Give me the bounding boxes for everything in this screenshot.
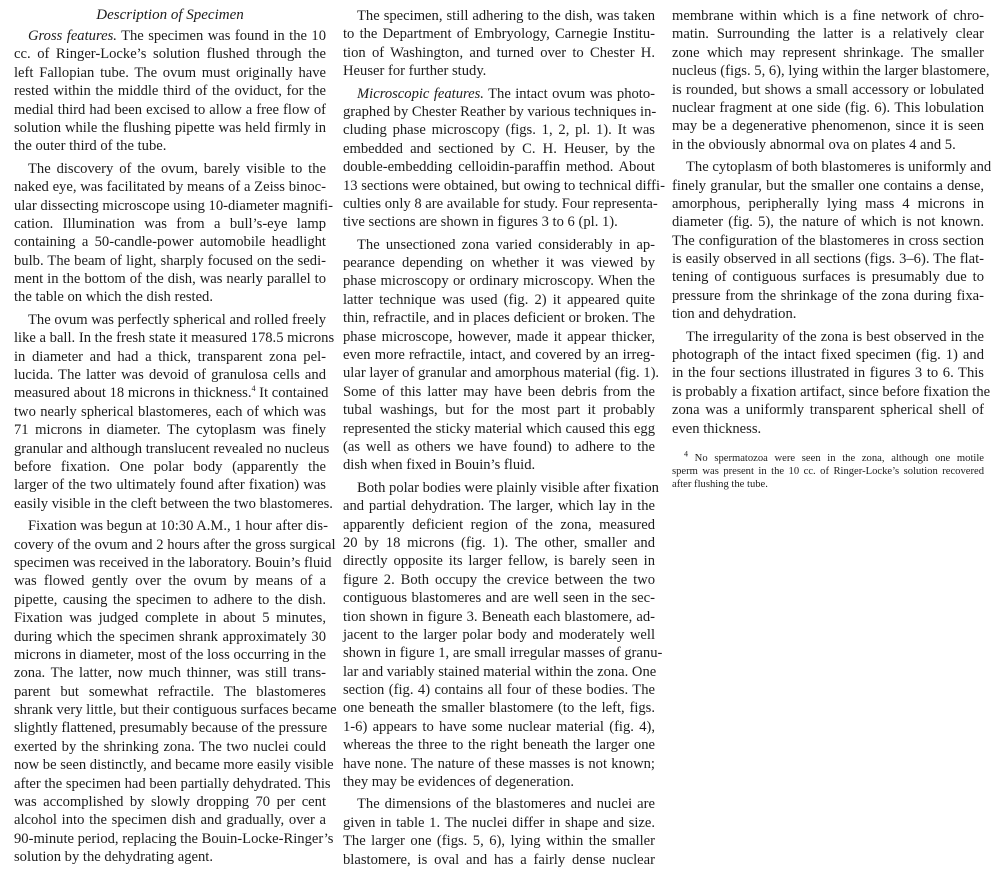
text-line: after the specimen had been partially dehydrated. This: [14, 775, 331, 792]
text-line: zona. The latter, now much thinner, was still trans-: [14, 665, 326, 682]
text-line: Fixation was begun at 10:30 A.M., 1 hour after dis-: [28, 518, 328, 535]
text-line: microns in diameter, most of the loss occurring in the: [14, 646, 326, 663]
text-line: was accomplished by slowly dropping 70 per cent: [14, 794, 326, 811]
text-line: slightly flattened, presumably because of the pressure: [14, 720, 328, 737]
text-line: lucida. The latter was devoid of granulosa cells and: [14, 367, 326, 384]
text-line: 90-minute period, replacing the Bouin-Locke-Ringer’s: [14, 830, 334, 847]
text-line: nuclear fragment at one side (fig. 6). This lobulation: [672, 99, 984, 116]
text-line: in diameter and had a thick, transparent zona pel-: [14, 348, 326, 365]
text-line: tion and dehydration.: [672, 306, 797, 323]
text-line: cation. Illumination was from a bull’s-eye lamp: [14, 215, 326, 232]
text-line: represented the sticky material which caused this egg: [343, 420, 655, 437]
text-line: pipette, causing the specimen to adhere to the dish.: [14, 591, 326, 608]
column-1: [14, 0, 337, 867]
text-line: specimen was received in the laboratory. Bouin’s fluid: [14, 554, 332, 571]
text-line: dish when fixed in Bouin’s fluid.: [343, 457, 536, 474]
paragraph-gross-features: [14, 27, 326, 156]
paragraph-unsectioned-zona: [343, 236, 660, 475]
text-line: directly opposite its larger fellow, is barely seen in: [343, 553, 655, 570]
text-line: jacent to the larger polar body and moderately well: [343, 626, 655, 643]
text-line: in the four sections illustrated in figures 3 to 6. This: [672, 365, 984, 382]
text-line: The unsectioned zona varied considerably in ap-: [357, 236, 655, 253]
text-line: whereas the three to the right beneath the larger one: [343, 737, 655, 754]
text-line: The configuration of the blastomeres in cross section: [672, 232, 984, 249]
paragraph-cytoplasm: [672, 158, 992, 324]
text-line: 71 microns in diameter. The cytoplasm was finely: [14, 422, 326, 439]
text-line: covery of the ovum and 2 hours after the gross surgical: [14, 536, 336, 553]
text-line: tive sections are shown in figures 3 to 6 (pl. 1).: [343, 214, 618, 231]
footnote-marker: 4: [684, 449, 688, 459]
text-line: apparently deficient region of the zona, measured: [343, 516, 655, 533]
text-line: the outer third of the tube.: [14, 138, 167, 155]
text-line: even more refractile, intact, and covered by an irreg-: [343, 347, 655, 364]
text-line: pearance depending on whether it was viewed by: [343, 255, 655, 272]
text-line: is easily observed in all sections (figs. 3–6). The flat-: [672, 251, 984, 268]
text-line: cc. of Ringer-Locke’s solution flushed through the: [14, 46, 326, 63]
text-line: thin, refractile, and in places deficient or broken. The: [343, 310, 655, 327]
text-line: figure 2. Both occupy the crevice between the two: [343, 571, 655, 588]
text-line: contiguous blastomeres and are well seen in the sec-: [343, 590, 655, 607]
paragraph-microscopic-features: [343, 85, 665, 232]
text-line: Both polar bodies were plainly visible after fixation: [357, 479, 659, 496]
text-line: membrane within which is a fine network of chro-: [672, 8, 984, 24]
text-line: ular dissecting microscope using 10-diameter magnifi-: [14, 197, 333, 214]
paragraph-ovum-measurements: [14, 311, 335, 513]
footnote-line: $^4$ No spermatozoa were seen in the zona, although one motile: [684, 449, 984, 464]
text-line: phase microscopy or ordinary microscopy. When the: [343, 273, 655, 290]
text-line: shrank very little, but their contiguous surfaces became: [14, 702, 337, 719]
text-line: The discovery of the ovum, barely visible to the: [28, 160, 326, 177]
text-line: rested within the middle third of the oviduct, for the: [14, 83, 326, 100]
text-line: have none. The nature of these masses is not known;: [343, 755, 655, 772]
text-line: alcohol into the specimen dish and gradually, over a: [14, 812, 326, 829]
text-line: now be seen distinctly, and became more easily visible: [14, 757, 334, 774]
text-line: phase microscope, however, made it appear thicker,: [343, 328, 655, 345]
text-line: 1-6) appears to have some nuclear material (fig. 4),: [343, 718, 655, 735]
paragraph-discovery: [14, 160, 333, 307]
text-line: The larger one (figs. 5, 6), lying within the smaller: [343, 833, 655, 850]
text-line: The dimensions of the blastomeres and nuclei are: [357, 796, 655, 813]
text-line: they may be evidences of degeneration.: [343, 774, 574, 791]
footnote-reference[interactable]: 4: [251, 384, 256, 394]
text-line: left Fallopian tube. The ovum must originally have: [14, 64, 326, 81]
text-line: and partial dehydration. The larger, which lay in the: [343, 498, 655, 515]
text-line: ment in the bottom of the dish, was nearly parallel to: [14, 271, 326, 288]
text-line: granular and although translucent revealed no nucleus: [14, 440, 330, 457]
text-line: in the obviously abnormal ova on plates 4 and 5.: [672, 136, 956, 153]
text-line: during which the specimen shrank approximately 30: [14, 628, 326, 645]
text-line: parent but somewhat refractile. The blastomeres: [14, 683, 326, 700]
column-2: [343, 0, 665, 869]
text-line: the table on which the dish rested.: [14, 289, 213, 306]
text-line: tion shown in figure 3. Beneath each blastomere, ad-: [343, 608, 655, 625]
run-in-heading-gross-features: Gross features.: [28, 28, 117, 44]
text-line: is rounded, but shows a small accessory or lobulated: [672, 81, 984, 98]
text-line: shown in figure 1, are small irregular masses of granu-: [343, 645, 663, 662]
paragraph-dimensions: [343, 795, 655, 869]
text-line: one beneath the smaller blastomere (to the left, figs.: [343, 700, 655, 717]
footnote: [672, 449, 984, 491]
text-line: The irregularity of the zona is best observed in the: [686, 328, 984, 345]
text-line: The ovum was perfectly spherical and rolled freely: [28, 311, 326, 328]
text-line: 20 by 18 microns (fig. 1). The other, smaller and: [343, 534, 655, 551]
text-line: 13 sections were obtained, but owing to technical diffi-: [343, 177, 665, 194]
text-line: two nearly spherical blastomeres, each of which was: [14, 403, 326, 420]
text-line: zona was a uniformly transparent spherical shell of: [672, 402, 984, 419]
text-line: nucleus (figs. 5, 6), lying within the larger blastomere,: [672, 63, 990, 80]
text-line: tion of Washington, and turned over to Chester H.: [343, 44, 655, 61]
text-line: matin. Surrounding the latter is a relatively clear: [672, 26, 984, 43]
text-line: bulb. The beam of light, sharply focused on the sedi-: [14, 252, 326, 269]
text-line: The cytoplasm of both blastomeres is uniformly and: [686, 159, 992, 176]
text-line: Microscopic features. The intact ovum was photo-: [357, 85, 655, 102]
text-line: is probably a fixation artifact, since before fixation the: [672, 383, 991, 400]
text-line: latter technique was used (fig. 2) it appeared quite: [343, 291, 655, 308]
text-line: solution by the dehydrating agent.: [14, 849, 214, 866]
text-line: larger of the two ultimately found after fixation) was: [14, 477, 326, 494]
text-line: culties only 8 are available for study. Four representa-: [343, 195, 658, 212]
text-line: lar and variably stained material within the zona. One: [343, 663, 657, 680]
text-line: to the Department of Embryology, Carnegie Institu-: [343, 26, 655, 43]
column-3: [672, 0, 992, 491]
run-in-heading-microscopic-features: Microscopic features.: [357, 85, 484, 102]
text-line: measured about 18 microns in thickness.$^4$ It contained: [14, 384, 329, 402]
text-line: double-embedding celloidin-paraffin method. About: [343, 159, 655, 176]
paragraph-nuclei-continued: [672, 7, 990, 154]
text-line: diameter (fig. 5), the nature of which is not known.: [672, 214, 984, 231]
section-heading: Description of Specimen: [96, 7, 244, 23]
text-line: The specimen, still adhering to the dish, was taken: [357, 8, 655, 24]
text-line: (as well as others we have found) to adhere to the: [343, 438, 655, 455]
text-line: Fixation was judged complete in about 5 minutes,: [14, 610, 326, 627]
paragraph-polar-bodies: [343, 479, 663, 792]
text-line: Gross features. The specimen was found in the 10: [28, 28, 327, 44]
text-line: exerted by the shrinking zona. The two nuclei could: [14, 738, 326, 755]
paragraph-specimen-transfer: [343, 7, 655, 81]
text-line: graphed by Chester Reather by various techniques in-: [343, 103, 657, 120]
text-line: given in table 1. The nuclei differ in shape and size.: [343, 814, 655, 831]
text-line: blastomere, is oval and has a fairly dense nuclear: [343, 851, 655, 868]
text-line: easily visible in the cleft between the two blastomeres.: [14, 495, 333, 512]
text-line: Heuser for further study.: [343, 63, 487, 80]
text-line: tening of contiguous surfaces is presumably due to: [672, 269, 984, 286]
text-line: finely granular, but the smaller one contains a dense,: [672, 177, 984, 194]
text-line: solution while the flushing pipette was held firmly in: [14, 119, 326, 136]
text-line: cluding phase microscopy (figs. 1, 2, pl. 1). It was: [343, 122, 655, 139]
paragraph-zona-irregularity: [672, 328, 991, 438]
text-line: even thickness.: [672, 420, 762, 437]
text-line: naked eye, was facilitated by means of a Zeiss binoc-: [14, 179, 326, 196]
text-line: embedded and sectioned by C. H. Heuser, by the: [343, 140, 655, 157]
text-line: may be a degenerative phenomenon, since it is seen: [672, 118, 984, 135]
paragraph-fixation: [14, 517, 337, 866]
text-line: ular layer of granular and amorphous material (fig. 1).: [343, 365, 660, 382]
text-line: medial third had been excised to allow a free flow of: [14, 101, 326, 118]
text-line: section (fig. 4) contains all four of these bodies. The: [343, 682, 655, 699]
text-line: Some of this latter may have been debris from the: [343, 383, 655, 400]
text-line: zone which may represent shrinkage. The smaller: [672, 44, 984, 61]
footnote-line: after flushing the tube.: [672, 478, 768, 490]
text-line: before fixation. One polar body (apparently the: [14, 458, 326, 475]
text-line: photograph of the intact fixed specimen (fig. 1) and: [672, 347, 984, 364]
text-line: pressure from the shrinkage of the zona during fixa-: [672, 287, 984, 304]
footnote-line: sperm was present in the 10 cc. of Ringer-Locke’s solution recovered: [672, 465, 984, 477]
text-line: containing a 50-candle-power automobile headlight: [14, 234, 326, 251]
text-line: like a ball. In the fresh state it measured 178.5 microns: [14, 330, 335, 347]
text-line: amorphous, peripherally lying mass 4 microns in: [672, 195, 984, 212]
text-line: tubal washings, but for the most part it probably: [343, 402, 655, 419]
text-line: was flowed gently over the ovum by means of a: [14, 573, 326, 590]
